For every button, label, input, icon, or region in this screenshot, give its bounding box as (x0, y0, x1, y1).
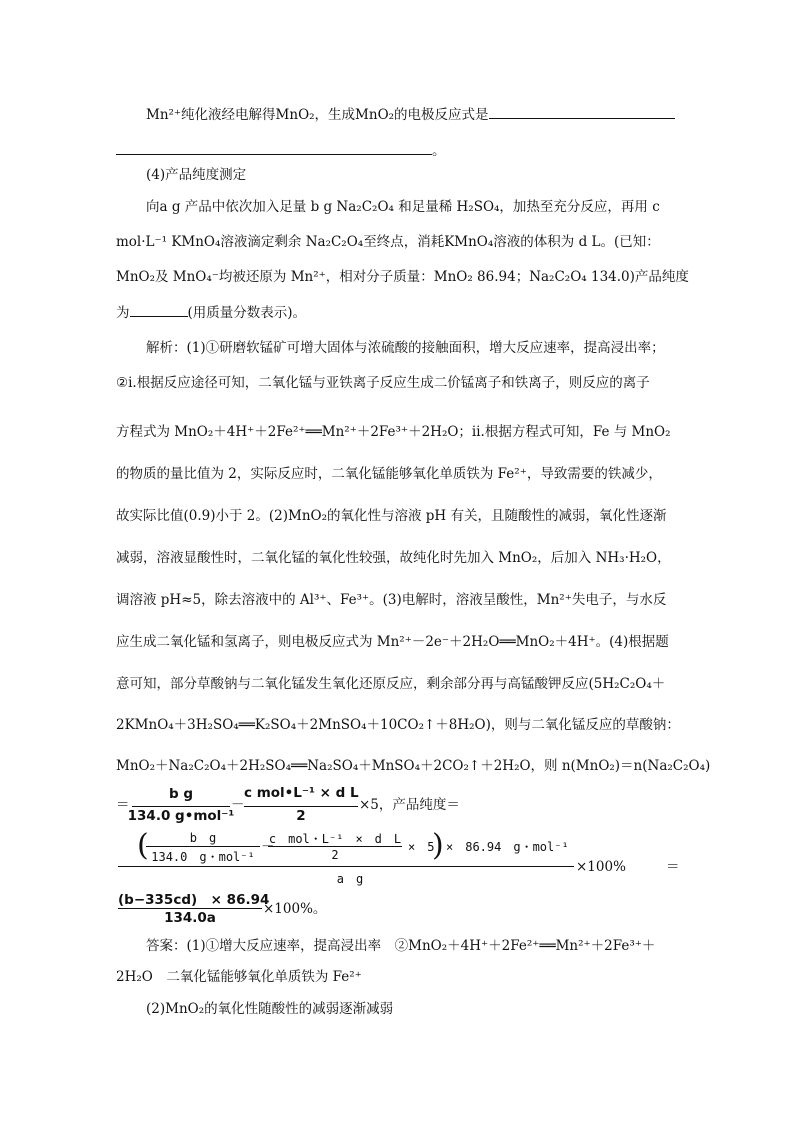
analysis-line: 意可知，部分草酸钠与二氧化锰发生氧化还原反应，剩余部分再与高锰酸钾反应(5H₂C₂O₄＋ (116, 676, 666, 692)
fraction-numerator: b g (168, 786, 194, 802)
analysis-line: 故实际比值(0.9)小于 2。(2)MnO₂的氧化性与溶液 pH 有关，且随酸性的减弱，氧化性逐渐 (116, 508, 667, 524)
minus-sign: － (231, 797, 245, 813)
fraction-numerator: c mol・L⁻¹ × d L (268, 832, 402, 846)
fraction-denominator: 134.0 g•mol⁻¹ (127, 808, 235, 824)
fraction-bar (268, 846, 402, 847)
fraction-denominator: 134.0 g・mol⁻¹ (151, 850, 255, 864)
question-line-1 (146, 104, 675, 124)
analysis-line: 调溶液 pH≈5，除去溶液中的 Al³⁺、Fe³⁺。(3)电解时，溶液呈酸性，Mn²⁺失电子，与水反 (116, 592, 667, 608)
text-segment: 为 (116, 305, 130, 321)
answer-line: 2H₂O 二氧化锰能够氧化单质铁为 Fe²⁺ (116, 969, 362, 985)
fraction-numerator: b g (189, 831, 217, 845)
analysis-line: 方程式为 MnO₂＋4H⁺＋2Fe²⁺══Mn²⁺＋2Fe³⁺＋2H₂O；ⅱ.根据方程式可知，Fe 与 MnO₂ (116, 424, 671, 440)
text-segment: Mn²⁺纯化液经电解得MnO₂，生成MnO₂的电极反应式是 (146, 107, 489, 123)
answer-line: 答案：(1)①增大反应速率，提高浸出率 ②MnO₂＋4H⁺＋2Fe²⁺══Mn²⁺＋2Fe³⁺＋ (146, 938, 656, 954)
text-segment: (用质量分数表示)。 (187, 305, 307, 321)
answer-blank (116, 140, 432, 155)
answer-blank (489, 104, 675, 119)
fraction-numerator: c mol•L⁻¹ × d L (244, 785, 359, 801)
text-segment: ×5，产品纯度＝ (359, 797, 460, 813)
paragraph-line: 向a g 产品中依次加入足量 b g Na₂C₂O₄ 和足量稀 H₂SO₄，加热至充分反应，再用 c (146, 199, 660, 215)
analysis-line: 2KMnO₄＋3H₂SO₄══K₂SO₄＋2MnSO₄＋10CO₂↑＋8H₂O)，则与二氧化锰反应的草酸钠： (116, 717, 680, 733)
fraction-bar (132, 806, 230, 807)
analysis-line: 减弱，溶液显酸性时，二氧化锰的氧化性较强，故纯化时先加入 MnO₂，后加入 NH₃·H₂O， (116, 550, 671, 566)
answer-line: (2)MnO₂的氧化性随酸性的减弱逐渐减弱 (146, 1001, 394, 1017)
text-segment: 。 (432, 143, 446, 159)
main-fraction-bar (118, 866, 574, 867)
fraction-bar (118, 908, 262, 909)
fraction-bar (146, 846, 260, 847)
close-paren: ) (432, 828, 444, 863)
paragraph-line (116, 302, 306, 322)
text-segment: × 86.94 g・mol⁻¹ (446, 840, 569, 854)
section-heading: (4)产品纯度测定 (146, 167, 247, 183)
equals-sign: ＝ (666, 859, 680, 875)
equals-sign: ＝ (116, 797, 130, 813)
text-segment: ×100%。 (263, 901, 327, 917)
question-line-2 (116, 140, 446, 160)
fraction-bar (244, 806, 358, 807)
paragraph-line: mol·L⁻¹ KMnO₄溶液滴定剩余 Na₂C₂O₄至终点，消耗KMnO₄溶液的体积为 d L。(已知： (116, 234, 660, 250)
open-paren: ( (137, 828, 149, 863)
fraction-denominator: a g (336, 872, 364, 886)
analysis-line: 解析：(1)①研磨软锰矿可增大固体与浓硫酸的接触面积，增大反应速率，提高浸出率； (146, 340, 665, 356)
text-segment: × 5 (408, 840, 435, 854)
fraction-numerator: (b−335cd) × 86.94 (118, 892, 270, 908)
analysis-line: 应生成二氧化锰和氢离子，则电极反应式为 Mn²⁺－2e⁻＋2H₂O══MnO₂＋4H⁺。(4)根据题 (116, 634, 669, 650)
analysis-line: MnO₂＋Na₂C₂O₄＋2H₂SO₄══Na₂SO₄＋MnSO₄＋2CO₂↑＋2H₂O，则 n(MnO₂)＝n(Na₂C₂O₄) (116, 758, 711, 774)
fraction-denominator: 134.0a (164, 910, 216, 926)
text-segment: ×100% (576, 859, 626, 875)
answer-blank (130, 302, 188, 317)
analysis-line: 的物质的量比值为 2，实际反应时，二氧化锰能够氧化单质铁为 Fe²⁺，导致需要的铁减少， (116, 466, 662, 482)
analysis-line: ②ⅰ.根据反应途径可知，二氧化锰与亚铁离子反应生成二价锰离子和铁离子，则反应的离子 (116, 375, 650, 391)
fraction-denominator: 2 (296, 808, 306, 824)
paragraph-line: MnO₂及 MnO₄⁻均被还原为 Mn²⁺，相对分子质量：MnO₂ 86.94；Na₂C₂O₄ 134.0)产品纯度 (116, 269, 689, 285)
minus-sign: － (261, 839, 275, 855)
fraction-denominator: 2 (331, 848, 339, 862)
